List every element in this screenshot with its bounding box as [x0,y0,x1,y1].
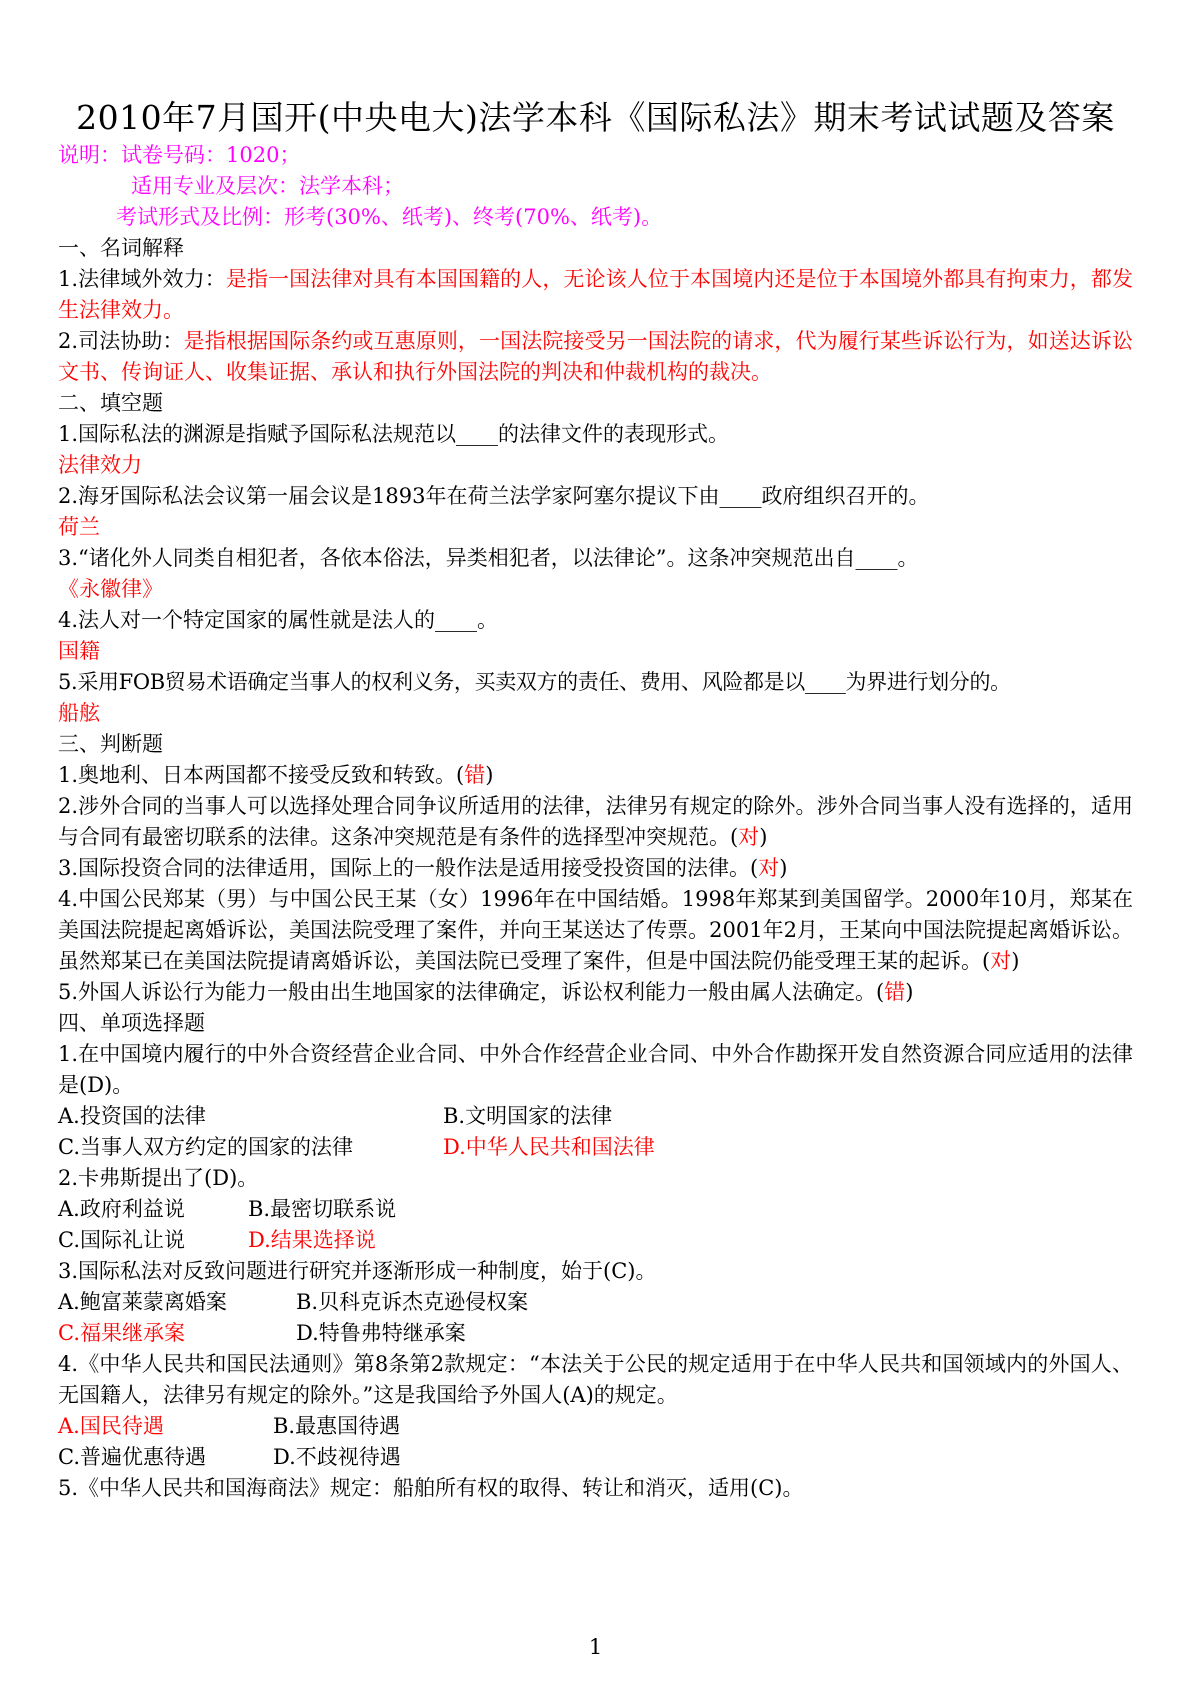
options-row [58,1318,1133,1349]
option-c: C.普遍优惠待遇 [58,1445,206,1469]
question-stem: 2.卡弗斯提出了(D)。 [58,1166,259,1190]
option-a: A.投资国的法律 [58,1104,206,1128]
options-row [58,1287,1133,1318]
option-d: D.不歧视待遇 [273,1445,401,1469]
question: 4.中国公民郑某（男）与中国公民王某（女）1996年在中国结婚。1998年郑某到美国留学。2000年10月，郑某在美国法院提起离婚诉讼，美国法院受理了案件，并向王某送达了传票。2001年2月，王某向中国法院提起离婚诉讼。虽然郑某已在美国法院提请离婚诉讼，美国法院已受理了案件，但是中国法院仍能受理王某的起诉。(对) [58,887,1133,973]
answer: 对 [738,825,760,849]
question: 2.海牙国际私法会议第一届会议是1893年在荷兰法学家阿塞尔提议下由____政府组织召开的。 [58,484,930,508]
question-stem: 5.《中华人民共和国海商法》规定：船舶所有权的取得、转让和消灭，适用(C)。 [58,1476,804,1500]
term: 2.司法协助： [58,329,184,353]
question: 5.外国人诉讼行为能力一般由出生地国家的法律确定，诉讼权利能力一般由属人法确定。(错) [58,980,914,1004]
section-single-choice [58,1008,1133,1504]
answer: 船舷 [58,701,100,725]
option-d: D.特鲁弗特继承案 [296,1321,466,1345]
definition-item [58,264,1133,326]
answer: 对 [990,949,1012,973]
section-heading: 二、填空题 [58,391,163,415]
answer: 法律效力 [58,453,142,477]
option-b: B.最惠国待遇 [273,1414,401,1438]
section-heading: 四、单项选择题 [58,1011,205,1035]
options-row [58,1194,1133,1225]
question: 1.国际私法的渊源是指赋予国际私法规范以____的法律文件的表现形式。 [58,422,730,446]
question: 3.国际投资合同的法律适用，国际上的一般作法是适用接受投资国的法律。(对) [58,856,788,880]
note-major-level: 适用专业及层次：法学本科； [131,174,404,198]
section-definitions [58,233,1133,388]
answer: 《永徽律》 [58,577,163,601]
note-exam-format: 考试形式及比例：形考(30%、纸考)、终考(70%、纸考)。 [116,205,663,229]
option-b: B.文明国家的法律 [443,1104,613,1128]
options-row [58,1411,1133,1442]
section-true-false [58,729,1133,1008]
definition-item [58,326,1133,388]
options-row [58,1442,1133,1473]
question-stem: 1.在中国境内履行的中外合资经营企业合同、中外合作经营企业合同、中外合作勘探开发自然资源合同应适用的法律是(D)。 [58,1042,1133,1097]
answer: 错 [464,763,486,787]
option-d-correct: D.中华人民共和国法律 [443,1135,655,1159]
section-fill-in [58,388,1133,729]
option-a: A.政府利益说 [58,1197,185,1221]
question-stem: 3.国际私法对反致问题进行研究并逐渐形成一种制度，始于(C)。 [58,1259,657,1283]
options-row [58,1132,1133,1163]
question: 3.“诸化外人同类自相犯者，各依本俗法，异类相犯者，以法律论”。这条冲突规范出自____。 [58,546,919,570]
option-d-correct: D.结果选择说 [248,1228,376,1252]
answer: 荷兰 [58,515,100,539]
term: 1.法律域外效力： [58,267,226,291]
answer: 是指根据国际条约或互惠原则，一国法院接受另一国法院的请求，代为履行某些诉讼行为，如送达诉讼文书、传询证人、收集证据、承认和执行外国法院的判决和仲裁机构的裁决。 [58,329,1133,384]
section-heading: 三、判断题 [58,732,163,756]
question: 4.法人对一个特定国家的属性就是法人的____。 [58,608,499,632]
answer: 国籍 [58,639,100,663]
question: 5.采用FOB贸易术语确定当事人的权利义务，买卖双方的责任、费用、风险都是以____为界进行划分的。 [58,670,1011,694]
options-row [58,1101,1133,1132]
option-a: A.鲍富莱蒙离婚案 [58,1290,227,1314]
document-title: 2010年7月国开(中央电大)法学本科《国际私法》期末考试试题及答案 [76,98,1115,137]
option-b: B.贝科克诉杰克逊侵权案 [296,1290,529,1314]
options-row [58,1225,1133,1256]
question: 1.奥地利、日本两国都不接受反致和转致。(错) [58,763,494,787]
question-stem: 4.《中华人民共和国民法通则》第8条第2款规定：“本法关于公民的规定适用于在中华人民共和国领域内的外国人、无国籍人，法律另有规定的除外。”这是我国给予外国人(A)的规定。 [58,1352,1133,1407]
option-c: C.国际礼让说 [58,1228,185,1252]
option-b: B.最密切联系说 [248,1197,397,1221]
option-a-correct: A.国民待遇 [58,1414,164,1438]
exam-notes [58,140,1133,233]
section-heading: 一、名词解释 [58,236,184,260]
note-exam-code: 说明：试卷号码：1020； [58,143,301,167]
question: 2.涉外合同的当事人可以选择处理合同争议所适用的法律，法律另有规定的除外。涉外合同当事人没有选择的，适用与合同有最密切联系的法律。这条冲突规范是有条件的选择型冲突规范。(对) [58,794,1133,849]
answer: 是指一国法律对具有本国国籍的人，无论该人位于本国境内还是位于本国境外都具有拘束力，都发生法律效力。 [58,267,1133,322]
page-number: 1 [588,1635,603,1659]
answer: 错 [884,980,906,1004]
option-c-correct: C.福果继承案 [58,1321,185,1345]
option-c: C.当事人双方约定的国家的法律 [58,1135,353,1159]
answer: 对 [758,856,780,880]
